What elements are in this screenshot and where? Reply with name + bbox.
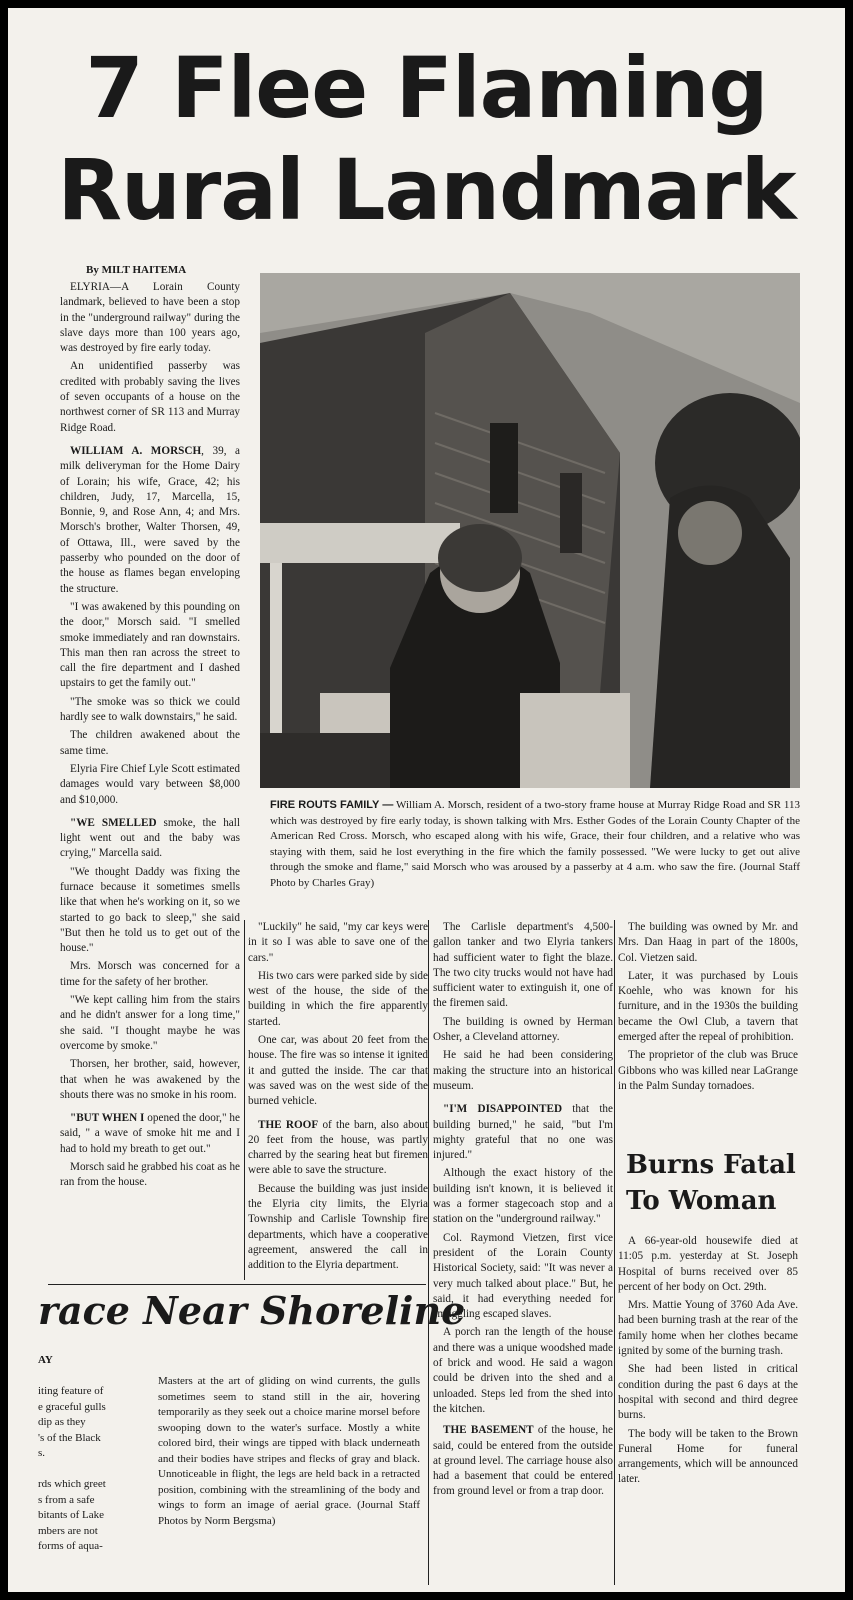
paragraph: He said he had been considering making the structure into an historical museum.	[433, 1049, 613, 1092]
paragraph: "I was awakened by this pounding on the door," Morsch said. "I smelled smoke immediately and ran downstairs. This man then ran across the street to call the fire department and I dashed upstairs to get the family out."	[60, 600, 240, 690]
paragraph	[60, 816, 240, 862]
paragraph: The building was owned by Mr. and Mrs. Dan Haag in part of the 1800s, Col. Vietzen said.	[618, 921, 798, 964]
text-line: e graceful gulls	[38, 1400, 106, 1413]
paragraph-text: of the house, he said, could be entered from the outside at ground level. The carriage house also had a basement that could be entered from ground level or from a trap door.	[433, 1424, 613, 1498]
paragraph: One car, was about 20 feet from the house. The fire was so intense it ignited it and gutted the inside. The car that was saved was on the west side of the burned vehicle.	[248, 1034, 428, 1108]
text-line: dip as they	[38, 1416, 86, 1428]
paragraph: Morsch said he grabbed his coat as he ran from the house.	[60, 1161, 240, 1189]
paragraph-lead: "WE SMELLED	[70, 816, 157, 829]
paragraph: The building is owned by Herman Osher, a Cleveland attorney.	[433, 1015, 613, 1044]
text-line	[38, 1462, 138, 1478]
paragraph: The Carlisle department's 4,500-gallon tanker and two Elyria tankers had sufficient water to fight the blaze. The two city trucks would not have had sufficient water to extinguish it, one of the firemen said.	[433, 921, 613, 1010]
column-divider	[428, 920, 429, 1585]
newspaper-clipping	[8, 8, 845, 1592]
shoreline-left-column	[38, 1353, 138, 1555]
paragraph	[60, 444, 240, 597]
paragraph: Although the exact history of the building isn't known, it is believed it was a former stagecoach stop and a station on the "underground railway."	[433, 1167, 613, 1226]
paragraph	[248, 1118, 428, 1179]
caption-lead: FIRE ROUTS FAMILY —	[270, 799, 394, 811]
paragraph: A 66-year-old housewife died at 11:05 p.m. yesterday at St. Joseph Hospital of burns received over 85 percent of her body on Oct. 29th.	[618, 1235, 798, 1293]
paragraph: "We thought Daddy was fixing the furnace because it sometimes smells like that when he's working on it, so we started to go back to sleep," she said "But then he told us to get out of the house."	[60, 865, 240, 955]
fire-photo	[260, 273, 800, 788]
paragraph: Later, it was purchased by Louis Koehle, who was known for his furniture, and in the 1930s the building became the Owl Club, a tavern that emerged after the repeal of prohibition.	[618, 969, 798, 1044]
burns-article	[618, 1234, 798, 1491]
paragraph-lead: "I'M DISAPPOINTED	[443, 1103, 563, 1116]
burns-headline-2: To Woman	[626, 1186, 777, 1216]
paragraph-text: smoke, the hall light went out and the baby was crying," Marcella said.	[60, 816, 240, 860]
text-line	[38, 1369, 138, 1385]
paragraph	[60, 1111, 240, 1157]
paragraph: The body will be taken to the Brown Funeral Home for funeral arrangements, which will be announced later.	[618, 1427, 798, 1486]
section-divider	[48, 1284, 426, 1285]
text-line: forms of aqua-	[38, 1540, 103, 1552]
article-column-1	[60, 280, 240, 1194]
paragraph: Because the building was just inside the Elyria city limits, the Elyria Township and Carlisle Township fire departments, which have a cooperative agreement, answered the call in addition to the Elyria department.	[248, 1182, 428, 1272]
paragraph-lead: THE ROOF	[258, 1118, 319, 1131]
paragraph-lead: THE BASEMENT	[443, 1424, 534, 1437]
gull-photo-caption	[158, 1374, 420, 1532]
paragraph: ELYRIA—A Lorain County landmark, believed to have been a stop in the "underground railway" during the slave days more than 100 years ago, was destroyed by fire early today.	[60, 281, 240, 355]
article-column-2	[248, 920, 428, 1277]
column-divider	[614, 920, 615, 1585]
text-line: bitants of Lake	[38, 1509, 104, 1521]
paragraph: His two cars were parked side by side west of the house, the side of the building in which the fire apparently started.	[248, 969, 428, 1028]
paragraph-text: of the barn, also about 20 feet from the house, was partly charred by the searing heat but firemen were able to save the structure.	[248, 1118, 428, 1177]
text-line: mbers are not	[38, 1524, 98, 1537]
headline-line-2: Rural Landmark	[57, 141, 796, 239]
text-line: 's of the Black	[38, 1431, 101, 1444]
column-divider	[244, 920, 245, 1280]
paragraph: A porch ran the length of the house and there was a unique woodshed made of brick and wood. He said a wagon could be driven into the shed and a unloaded. Steps led from the shed into the kitchen.	[433, 1326, 613, 1415]
paragraph: The children awakened about the same time.	[60, 729, 240, 757]
paragraph	[433, 1423, 613, 1499]
paragraph: An unidentified passerby was credited with probably saving the lives of seven occupants of a house on the northwest corner of SR 113 and Murray Ridge Road.	[60, 360, 240, 434]
paragraph: Elyria Fire Chief Lyle Scott estimated damages would vary between $8,000 and $10,000.	[60, 762, 240, 806]
paragraph-text: , 39, a milk deliveryman for the Home Dairy of Lorain; his wife, Grace, 42; his children, Judy, 17, Marcella, 15, Bonnie, 9, and Rose Ann, 4; and Mrs. Morsch's brother, Walter Thorsen, 49, of Ottawa, Ill., were saved by the passerby who pounded on the door of the house as flames began enveloping the structure.	[60, 444, 240, 595]
text-line: rds which greet	[38, 1478, 106, 1490]
photo-caption	[270, 798, 800, 891]
text-line: iting feature of	[38, 1385, 104, 1397]
text-line: AY	[38, 1354, 53, 1366]
paragraph: "The smoke was so thick we could hardly see to walk downstairs," he said.	[60, 695, 240, 724]
paragraph: Mrs. Mattie Young of 3760 Ada Ave. had been burning trash at the rear of the family home when her clothes became ignited by some of the burning trash.	[618, 1299, 798, 1358]
article-column-3	[433, 920, 613, 1503]
paragraph: Col. Raymond Vietzen, first vice president of the Lorain County Historical Society, said: "It was never a very much talked about place." But, he said, it had everything needed for smuggling escaped slaves.	[433, 1231, 613, 1321]
paragraph-text: opened the door," he said, " a wave of smoke hit me and I had to hold my breath to get out."	[60, 1112, 240, 1155]
paragraph-lead: WILLIAM A. MORSCH	[70, 444, 202, 457]
paragraph: Mrs. Morsch was concerned for a time for the safety of her brother.	[60, 960, 240, 988]
headline-line-1: 7 Flee Flaming	[85, 39, 768, 137]
text-line: s from a safe	[38, 1493, 95, 1506]
byline: By MILT HAITEMA	[86, 264, 187, 276]
paragraph: Masters at the art of gliding on wind currents, the gulls sometimes seem to stand still in the air, hovering temporarily as they seek out a choice marine morsel before swooping down to the water's surface. Mostly a white colored bird, their wings are tipped with black underneath and their bodies have stripes and flecks of gray and black. Unnoticeable in flight, the legs are held back in a retracted position, combining with the streamlining of the body and wings to form an image of aerial grace. (Journal Staff Photos by Norm Bergsma)	[158, 1375, 420, 1527]
shoreline-headline: race Near Shoreline	[38, 1288, 466, 1333]
paragraph: "We kept calling him from the stairs and he didn't answer for a long time," she said. "I thought maybe he was overcome by smoke."	[60, 994, 240, 1052]
house-photo-image	[260, 273, 800, 788]
paragraph: "Luckily" he said, "my car keys were in it so I was able to save one of the cars."	[248, 921, 428, 964]
caption-text: William A. Morsch, resident of a two-story frame house at Murray Ridge Road and SR 113 which was destroyed by fire early today, is shown talking with Mrs. Esther Godes of the Lorain County Chapter of the American Red Cross. Morsch, who escaped along with his wife, Grace, their four children, and a relative who was staying with them, said he lost everything in the fire which the family possessed. "We were lucky to get out alive through the smoke and flame," said Morsch who was aroused by a passerby at 4 a.m. who saw the fire. (Journal Staff Photo by Charles Gray)	[270, 799, 800, 889]
paragraph-text: that the building burned," he said, "but I'm mighty grateful that no one was injured."	[433, 1103, 613, 1162]
article-column-4	[618, 920, 798, 1097]
paragraph-lead: "BUT WHEN I	[70, 1112, 145, 1125]
paragraph: The proprietor of the club was Bruce Gibbons who was killed near LaGrange in the Palm Sunday tornadoes.	[618, 1049, 798, 1092]
text-line: s.	[38, 1447, 46, 1459]
paragraph: Thorsen, her brother, said, however, that when he was awakened by the shouts there was no smoke in his room.	[60, 1058, 240, 1101]
burns-headline-1: Burns Fatal	[626, 1150, 796, 1180]
paragraph: She had been listed in critical condition during the past 6 days at the hospital with second and third degree burns.	[618, 1363, 798, 1422]
paragraph	[433, 1102, 613, 1163]
